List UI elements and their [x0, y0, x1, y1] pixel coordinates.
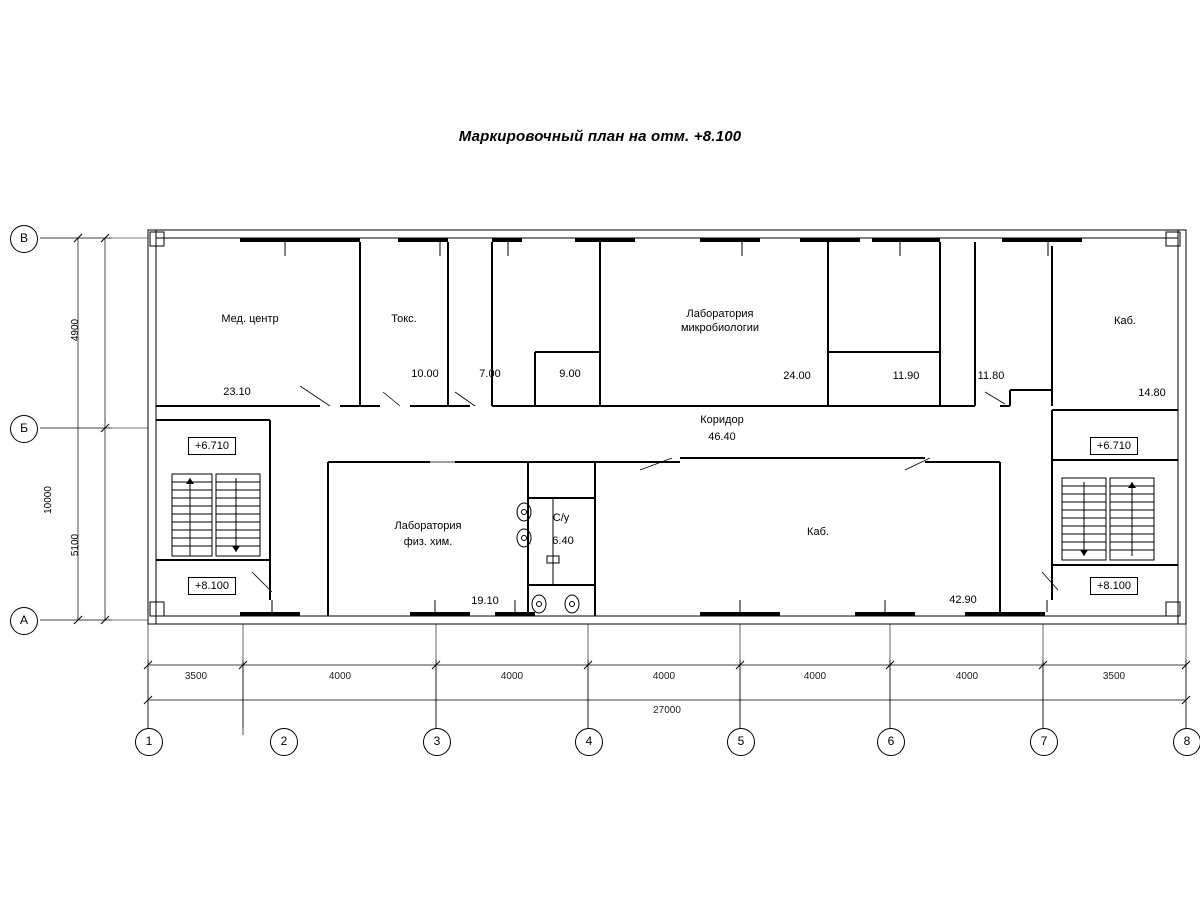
grid-number-4: 4: [575, 728, 603, 756]
dim-4-5: 4000: [652, 671, 676, 682]
room-label-phys-chem-line2: физ. хим.: [403, 536, 453, 548]
room-area-toks: 10.00: [411, 368, 439, 380]
grid-number-1: 1: [135, 728, 163, 756]
room-area-wc: 6.40: [552, 535, 574, 547]
dim-5-6: 4000: [803, 671, 827, 682]
grid-number-5: 5: [727, 728, 755, 756]
room-label-phys-chem-line1: Лаборатория: [394, 520, 462, 532]
grid-number-7: 7: [1030, 728, 1058, 756]
elevation-mark-right-lower: +8.100: [1090, 577, 1138, 595]
room-area-9: 9.00: [559, 368, 581, 380]
room-area-7: 7.00: [479, 368, 501, 380]
elevation-mark-right-upper: +6.710: [1090, 437, 1138, 455]
grid-number-8: 8: [1173, 728, 1200, 756]
grid-letter-b: Б: [10, 415, 38, 443]
room-label-microbiology-line1: Лаборатория: [686, 308, 754, 320]
room-label-corridor: Коридор: [700, 414, 744, 426]
grid-letter-v: В: [10, 225, 38, 253]
elevation-mark-left-upper: +6.710: [188, 437, 236, 455]
room-area-kab-main: 42.90: [949, 594, 977, 606]
grid-number-2: 2: [270, 728, 298, 756]
elevation-mark-left-lower: +8.100: [188, 577, 236, 595]
dim-2-3: 4000: [328, 671, 352, 682]
room-area-11-80: 11.80: [977, 370, 1005, 382]
drawing-title: Маркировочный план на отм. +8.100: [458, 128, 742, 145]
dim-3-4: 4000: [500, 671, 524, 682]
room-area-phys-chem: 19.10: [471, 595, 499, 607]
grid-letter-a: А: [10, 607, 38, 635]
dim-v-total: 10000: [43, 486, 54, 514]
dim-v-5100: 5100: [70, 533, 81, 557]
room-area-11-90: 11.90: [892, 370, 920, 382]
room-label-wc: С/у: [552, 512, 570, 524]
room-label-kab-main: Каб.: [807, 526, 829, 538]
room-label-microbiology-line2: микробиологии: [680, 322, 760, 334]
room-area-med-center: 23.10: [223, 386, 251, 398]
dim-v-4900: 4900: [70, 318, 81, 342]
room-area-corridor: 46.40: [708, 431, 736, 443]
room-label-toks: Токс.: [391, 313, 417, 325]
dim-1-2: 3500: [184, 671, 208, 682]
dim-6-7: 4000: [955, 671, 979, 682]
grid-number-3: 3: [423, 728, 451, 756]
room-label-med-center: Мед. центр: [221, 313, 279, 325]
dim-total-length: 27000: [653, 705, 681, 716]
room-area-microbiology: 24.00: [783, 370, 811, 382]
dim-7-8: 3500: [1102, 671, 1126, 682]
grid-number-6: 6: [877, 728, 905, 756]
room-area-kab-right: 14.80: [1138, 387, 1166, 399]
room-label-kab-right: Каб.: [1114, 315, 1136, 327]
